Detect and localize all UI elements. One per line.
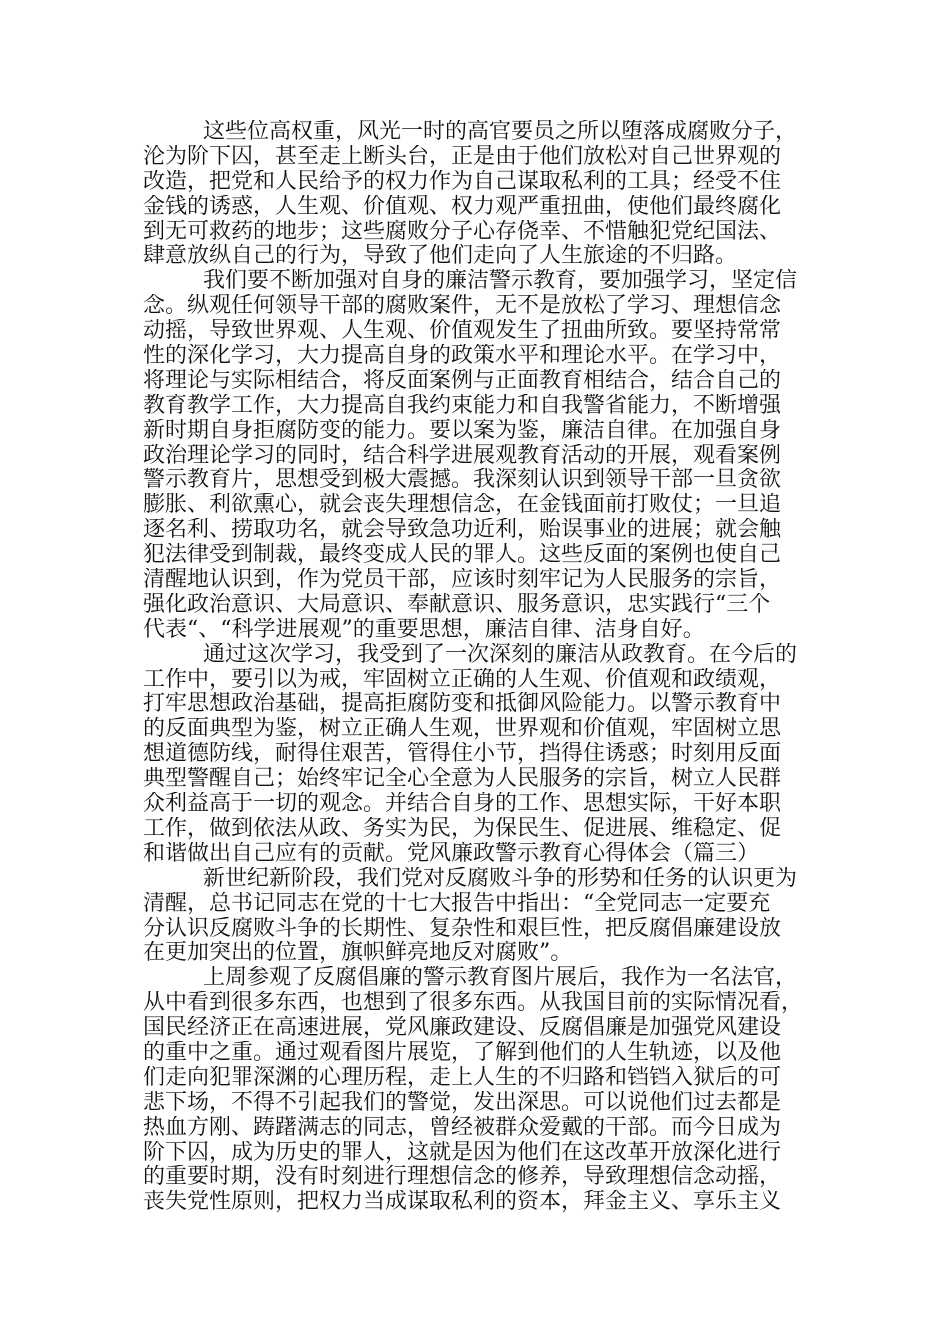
text-line: 将理论与实际相结合，将反面案例与正面教育相结合，结合自己的: [143, 368, 782, 393]
text-line: 逐名利、捞取功名，就会导致急功近利，贻误事业的进展；就会触: [143, 518, 782, 543]
text-line: 的重要时期，没有时刻进行理想信念的修养，导致理想信念动摇，: [143, 1165, 782, 1190]
text-line: 上周参观了反腐倡廉的警示教育图片展后，我作为一名法官，: [203, 966, 798, 991]
text-line: 到无可救药的地步；这些腐败分子心存侥幸、不惜触犯党纪国法、: [143, 219, 782, 244]
text-line: 新世纪新阶段，我们党对反腐败斗争的形势和任务的认识更为: [203, 866, 798, 891]
text-line: 分认识反腐败斗争的长期性、复杂性和艰巨性，把反腐倡廉建设放: [143, 916, 782, 941]
text-line: 金钱的诱惑，人生观、价值观、权力观严重扭曲，使他们最终腐化: [143, 194, 782, 219]
text-line: 们走向犯罪深渊的心理历程，走上人生的不归路和铛铛入狱后的可: [143, 1065, 782, 1090]
text-line: 国民经济正在高速进展，党风廉政建设、反腐倡廉是加强党风建设: [143, 1016, 782, 1041]
text-line: 我们要不断加强对自身的廉洁警示教育，要加强学习，坚定信: [203, 269, 798, 294]
text-line: 的重中之重。通过观看图片展览，了解到他们的人生轨迹，以及他: [143, 1040, 782, 1065]
text-line: 政治理论学习的同时，结合科学进展观教育活动的开展，观看案例: [143, 443, 782, 468]
text-line: 阶下囚，成为历史的罪人，这就是因为他们在这改革开放深化进行: [143, 1140, 782, 1165]
text-line: 动摇，导致世界观、人生观、价值观发生了扭曲所致。要坚持常常: [143, 319, 782, 344]
text-line: 悲下场，不得不引起我们的警觉，发出深思。可以说他们过去都是: [143, 1090, 782, 1115]
text-line: 念。纵观任何领导干部的腐败案件，无不是放松了学习、理想信念: [143, 294, 782, 319]
text-line: 众利益高于一切的观念。并结合自身的工作、思想实际，干好本职: [143, 792, 782, 817]
text-line: 性的深化学习，大力提高自身的政策水平和理论水平。在学习中，: [143, 344, 782, 369]
text-line: 从中看到很多东西，也想到了很多东西。从我国目前的实际情况看，: [143, 991, 804, 1016]
paragraph: [143, 966, 813, 1215]
text-line: 改造，把党和人民给予的权力作为自己谋取私利的工具；经受不住: [143, 169, 782, 194]
text-line: 代表“、“科学进展观”的重要思想，廉洁自律、洁身自好。: [143, 617, 705, 642]
text-line: 热血方刚、踌躇满志的同志，曾经被群众爱戴的干部。而今日成为: [143, 1115, 782, 1140]
text-line: 这些位高权重，风光一时的高官要员之所以堕落成腐败分子，: [203, 120, 798, 144]
text-line: 和谐做出自己应有的贡献。党风廉政警示教育心得体会（篇三）: [143, 841, 760, 866]
text-line: 沦为阶下囚，甚至走上断头台，正是由于他们放松对自己世界观的: [143, 144, 782, 169]
text-line: 打牢思想政治基础，提高拒腐防变和抵御风险能力。以警示教育中: [143, 692, 782, 717]
paragraph: [143, 867, 813, 967]
text-line: 清醒，总书记同志在党的十七大报告中指出：“全党同志一定要充: [143, 891, 771, 916]
paragraph: [143, 269, 813, 642]
text-line: 工作，做到依法从政、务实为民，为保民生、促进展、维稳定、促: [143, 816, 782, 841]
paragraph: [143, 643, 813, 867]
text-line: 的反面典型为鉴，树立正确人生观，世界观和价值观，牢固树立思: [143, 717, 782, 742]
text-line: 膨胀、利欲熏心，就会丧失理想信念，在金钱面前打败仗；一旦追: [143, 493, 782, 518]
text-line: 丧失党性原则，把权力当成谋取私利的资本，拜金主义、享乐主义: [143, 1190, 782, 1215]
document-body: [143, 120, 813, 1215]
text-line: 教育教学工作，大力提高自我约束能力和自我警省能力，不断增强: [143, 393, 782, 418]
text-line: 新时期自身拒腐防变的能力。要以案为鉴，廉洁自律。在加强自身: [143, 418, 782, 443]
text-line: 通过这次学习，我受到了一次深刻的廉洁从政教育。在今后的: [203, 642, 798, 667]
text-line: 强化政治意识、大局意识、奉献意识、服务意识，忠实践行“三个: [143, 592, 771, 617]
text-line: 典型警醒自己；始终牢记全心全意为人民服务的宗旨，树立人民群: [143, 767, 782, 792]
text-line: 在更加突出的位置，旗帜鲜亮地反对腐败”。: [143, 941, 573, 966]
text-line: 想道德防线，耐得住艰苦，管得住小节，挡得住诱惑；时刻用反面: [143, 742, 782, 767]
text-line: 工作中，要引以为戒，牢固树立正确的人生观、价值观和政绩观，: [143, 667, 782, 692]
text-line: 犯法律受到制裁，最终变成人民的罪人。这些反面的案例也使自己: [143, 543, 782, 568]
text-line: 肆意放纵自己的行为，导致了他们走向了人生旅途的不归路。: [143, 244, 738, 269]
text-line: 警示教育片，思想受到极大震撼。我深刻认识到领导干部一旦贪欲: [143, 468, 782, 493]
text-line: 清醒地认识到，作为党员干部，应该时刻牢记为人民服务的宗旨，: [143, 568, 782, 593]
paragraph: [143, 120, 813, 269]
